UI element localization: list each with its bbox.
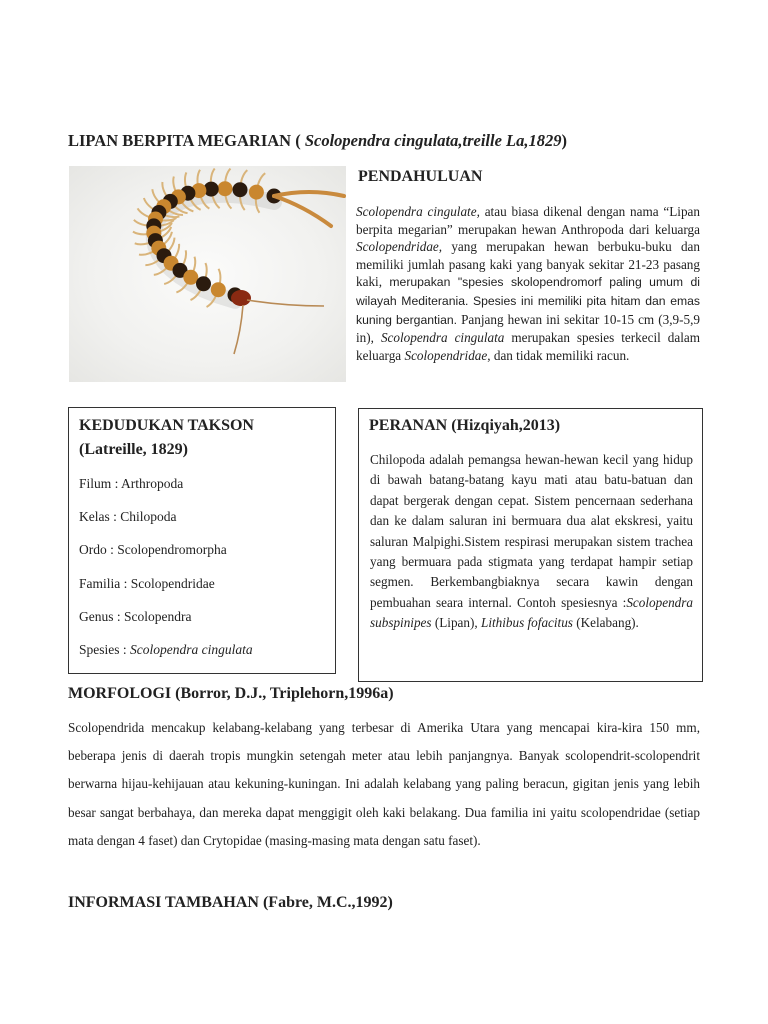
intro-family-2: Scolopendridae — [404, 347, 488, 363]
centipede-illustration — [69, 166, 346, 382]
morphology-heading: MORFOLOGI (Borror, D.J., Triplehorn,1996a) — [68, 685, 394, 702]
centipede-photo — [69, 166, 346, 382]
title-text: LIPAN BERPITA MEGARIAN ( — [68, 131, 305, 150]
role-box — [358, 408, 703, 682]
taxon-filum: Filum : Arthropoda — [79, 476, 184, 491]
taxon-ordo: Ordo : Scolopendromorpha — [79, 542, 227, 557]
intro-species-2: Scolopendra cingulata — [380, 330, 505, 346]
taxonomy-heading-line2: (Latreille, 1829) — [79, 441, 189, 458]
additional-info-heading: INFORMASI TAMBAHAN (Fabre, M.C.,1992) — [68, 894, 393, 911]
role-text-3: (Kelabang). — [572, 615, 639, 631]
taxon-spesies-label: Spesies : — [79, 642, 131, 657]
morphology-paragraph: Scolopendrida mencakup kelabang-kelabang yang terbesar di Amerika Utara yang mencapai kira-kira 150 mm, beberapa jenis di daerah tropis mungkin setengah meter atau lebih panjangnya. Banyak scolopendrit-scolopendrit berwarna hijau-kehijauan atau kekuning-kuningan. Ini adalah kelabang yang paling beracun, gigitan jenis yang lebih besar sangat berbahaya, dan mereka dapat menggigit oleh kaki belakang. Dua familia ini yaitu scolopendridae (setiap mata dengan 4 faset) dan Crytopidae (masing-masing mata dengan satu faset). — [68, 720, 700, 848]
title-suffix: ) — [561, 131, 567, 150]
taxon-genus: Genus : Scolopendra — [79, 609, 192, 624]
intro-text-5: merupakan spesies terkecil dalam keluarga — [356, 330, 700, 363]
taxonomy-heading-line1: KEDUDUKAN TAKSON — [79, 417, 254, 434]
page-title — [68, 131, 728, 151]
intro-paragraph — [356, 203, 700, 364]
taxon-spesies — [79, 642, 253, 658]
role-species-1: Scolopendra subspinipes — [370, 594, 693, 631]
intro-text-6: , dan tidak memiliki racun. — [487, 347, 630, 363]
taxon-spesies-value: Scolopendra cingulata — [130, 642, 253, 657]
taxonomy-box — [68, 407, 336, 674]
title-species: Scolopendra cingulata,treille La,1829 — [304, 131, 562, 150]
taxon-familia: Familia : Scolopendridae — [79, 576, 215, 591]
role-heading: PERANAN (Hizqiyah,2013) — [369, 417, 561, 434]
taxon-kelas: Kelas : Chilopoda — [79, 509, 177, 524]
role-text-2: (Lipan), — [431, 615, 481, 631]
intro-text-3: merupakan "spesies skolopendromorf paling umum di wilayah Mediterania. Spesies ini memiliki pita hitam dan emas kuning bergantian. — [356, 275, 700, 327]
intro-text-4: Panjang hewan ini sekitar 10-15 cm (3,9-5,9 in), — [356, 311, 700, 346]
intro-text-2: yang merupakan hewan berbuku-buku dan memiliki jumlah pasang kaki yang banyak sekitar 21-23 pasang kaki, — [356, 239, 700, 290]
intro-family: Scolopendridae, — [356, 239, 443, 255]
role-paragraph — [370, 450, 693, 634]
intro-species: Scolopendra cingulate, — [356, 204, 480, 219]
taxonomy-heading — [79, 414, 325, 462]
intro-heading: PENDAHULUAN — [358, 168, 483, 185]
intro-text-1: atau biasa dikenal dengan nama “Lipan berpita megarian” merupakan hewan Anthropoda dari keluarga — [356, 204, 700, 237]
role-text-1: Chilopoda adalah pemangsa hewan-hewan kecil yang hidup di bawah batang-batang kayu mati atau batu-batuan dan dapat bergerak dengan cepat. Sistem pencernaan sederhana dan ke dalam saluran ini bermuara dua alat ekskresi, yaitu saluran Malpighi.Sistem respirasi merupakan sistem trachea yang bermuara pada stigmata yang terdapat hampir setiap segmen. Berkembangbiaknya secara kawin dengan pembuahan seara internal. Contoh spesiesnya : — [370, 452, 693, 610]
role-species-2: Lithibus fofacitus — [480, 615, 573, 631]
